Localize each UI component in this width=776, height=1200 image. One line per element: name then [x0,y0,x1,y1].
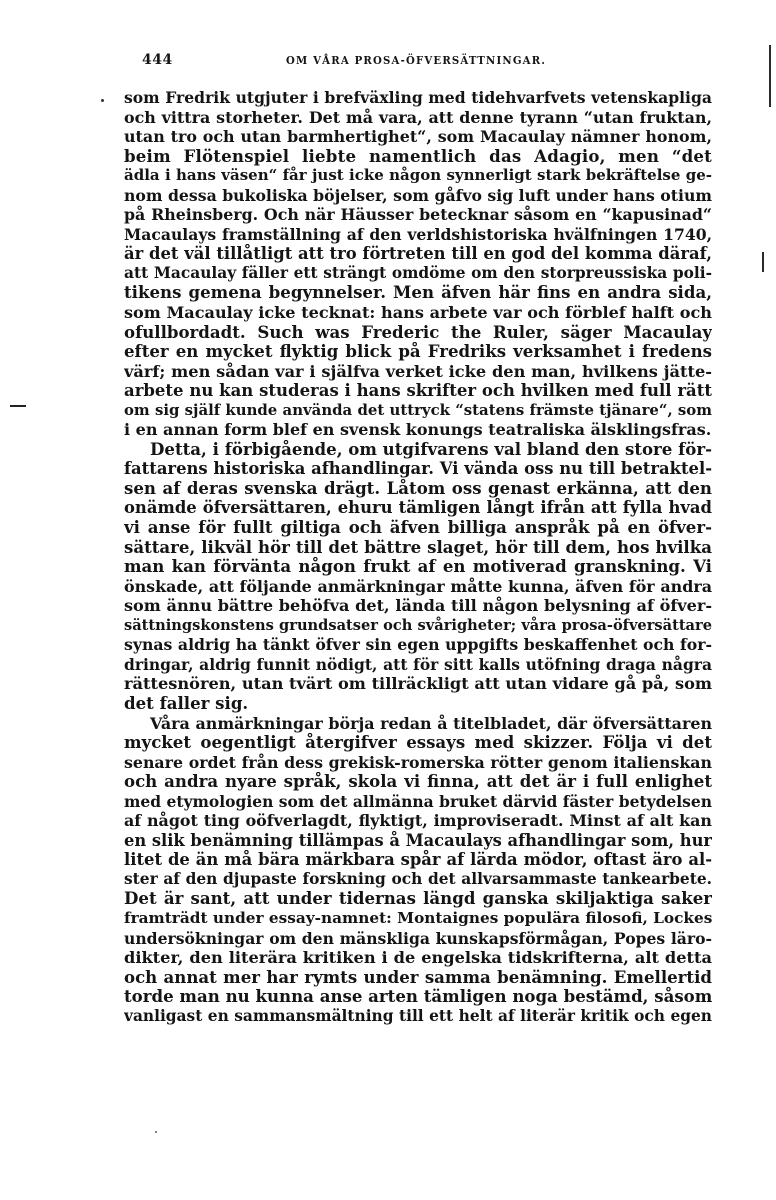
text-line: ofullbordadt. Such was Frederic the Ruler, säger Macaulay [124,322,712,342]
text-line: arbete nu kan studeras i hans skrifter och hvilken med full rätt [124,381,712,401]
page-number: 444 [142,52,173,68]
text-line: dikter, den literära kritiken i de engelska tidskrifterna, alt detta [124,948,712,968]
text-line: vanligast en sammansmältning till ett helt af literär kritik och egen [124,1006,712,1025]
text-line: och vittra storheter. Det må vara, att denne tyrann “utan fruktan, [124,107,712,127]
text-line: ster af den djupaste forskning och det allvarsammaste tankearbete. [124,869,712,888]
text-line: efter en mycket flyktig blick på Fredriks verksamhet i fredens [124,342,712,362]
text-line: att Macaulay fäller ett strängt omdöme om den storpreussiska poli- [124,263,712,282]
text-line: och annat mer har rymts under samma benämning. Emellertid [124,967,712,987]
text-line: sättningskonstens grundsatser och svårigheter; våra prosa-öfversättare [124,616,712,634]
text-line: vi anse för fullt giltiga och äfven billiga anspråk på en öfver- [124,518,712,538]
text-line: utan tro och utan barmhertighet“, som Macaulay nämner honom, [124,127,712,147]
text-line: Våra anmärkningar börja redan å titelbladet, där öfversättaren [150,713,712,733]
text-line: önskade, att följande anmärkningar måtte kunna, äfven för andra [124,576,712,596]
text-line: man kan förvänta någon frukt af en motiverad granskning. Vi [124,557,712,577]
text-line: på Rheinsberg. Och när Häusser betecknar såsom en “kapusinad“ [124,205,712,225]
text-line: rättesnören, utan tvärt om tillräckligt att utan vidare gå på, som [124,674,712,694]
text-line: ädla i hans väsen“ får just icke någon synnerligt stark bekräftelse ge- [124,166,712,185]
text-line: senare ordet från dess grekisk-romerska rötter genom italienskan [124,752,712,772]
text-line: litet de än må bära märkbara spår af lärda mödor, oftast äro al- [124,850,712,870]
text-line: det faller sig. [124,693,249,713]
text-line: af något ting oöfverlagdt, flyktigt, improviseradt. Minst af alt kan [124,811,712,831]
text-line: värf; men sådan var i själfva verket icke den man, hvilkens jätte- [124,361,712,381]
text-line: torde man nu kunna anse arten tämligen noga bestämd, såsom [124,987,712,1007]
margin-dash [10,405,26,407]
text-line: framträdt under essay-namnet: Montaignes populära filosofi, Lockes [124,908,712,927]
text-line: i en annan form blef en svensk konungs teatraliska älsklingsfras. [124,420,712,440]
page-edge-mark [762,252,764,272]
text-line: Det är sant, att under tidernas längd ganska skiljaktiga saker [124,889,712,909]
text-line: onämde öfversättaren, ehuru tämligen långt ifrån att fylla hvad [124,498,712,518]
body-text [124,88,712,1026]
text-line: mycket oegentligt återgifver essays med skizzer. Följa vi det [124,733,712,753]
text-line: som ännu bättre behöfva det, lända till någon belysning af öfver- [124,596,712,616]
text-line: Macaulays framställning af den verldshistoriska hvälfningen 1740, [124,224,712,244]
text-line: som Fredrik utgjuter i brefväxling med tidehvarfvets vetenskapliga [124,88,712,107]
page-header [122,52,712,76]
text-line: fattarens historiska afhandlingar. Vi vända oss nu till betraktel- [124,459,712,479]
text-line: som Macaulay icke tecknat: hans arbete var och förblef halft och [124,303,712,323]
page-edge-mark [769,45,771,107]
text-line: och andra nyare språk, skola vi finna, att det är i full enlighet [124,772,712,792]
text-line: är det väl tillåtligt att tro förtreten till en god del komma däraf, [124,244,712,264]
running-title: OM VÅRA PROSA-ÖFVERSÄTTNINGAR. [286,54,547,67]
text-line: tikens gemena begynnelser. Men äfven här fins en andra sida, [124,283,712,303]
text-line: sättare, likväl hör till det bättre slaget, hör till dem, hos hvilka [124,537,712,557]
text-line: undersökningar om den mänskliga kunskapsförmågan, Popes läro- [124,928,712,948]
text-line: med etymologien som det allmänna bruket därvid fäster betydelsen [124,791,712,811]
text-line: beim Flötenspiel liebte namentlich das Adagio, men “det [124,146,712,166]
text-line: Detta, i förbigående, om utgifvarens val bland den store för- [150,439,712,459]
text-line: om sig själf kunde använda det uttryck “statens främste tjänare“, som [124,400,712,419]
text-line: sen af deras svenska drägt. Låtom oss genast erkänna, att den [124,478,712,498]
text-line: dringar, aldrig funnit nödigt, att för sitt kalls utöfning draga några [124,654,712,674]
margin-dot [155,1131,157,1133]
text-line: nom dessa bukoliska böjelser, som gåfvo sig luft under hans otium [124,185,712,205]
text-line: synas aldrig ha tänkt öfver sin egen uppgifts beskaffenhet och for- [124,635,712,655]
margin-dot [101,99,104,102]
text-line: en slik benämning tillämpas å Macaulays afhandlingar som, hur [124,830,712,850]
